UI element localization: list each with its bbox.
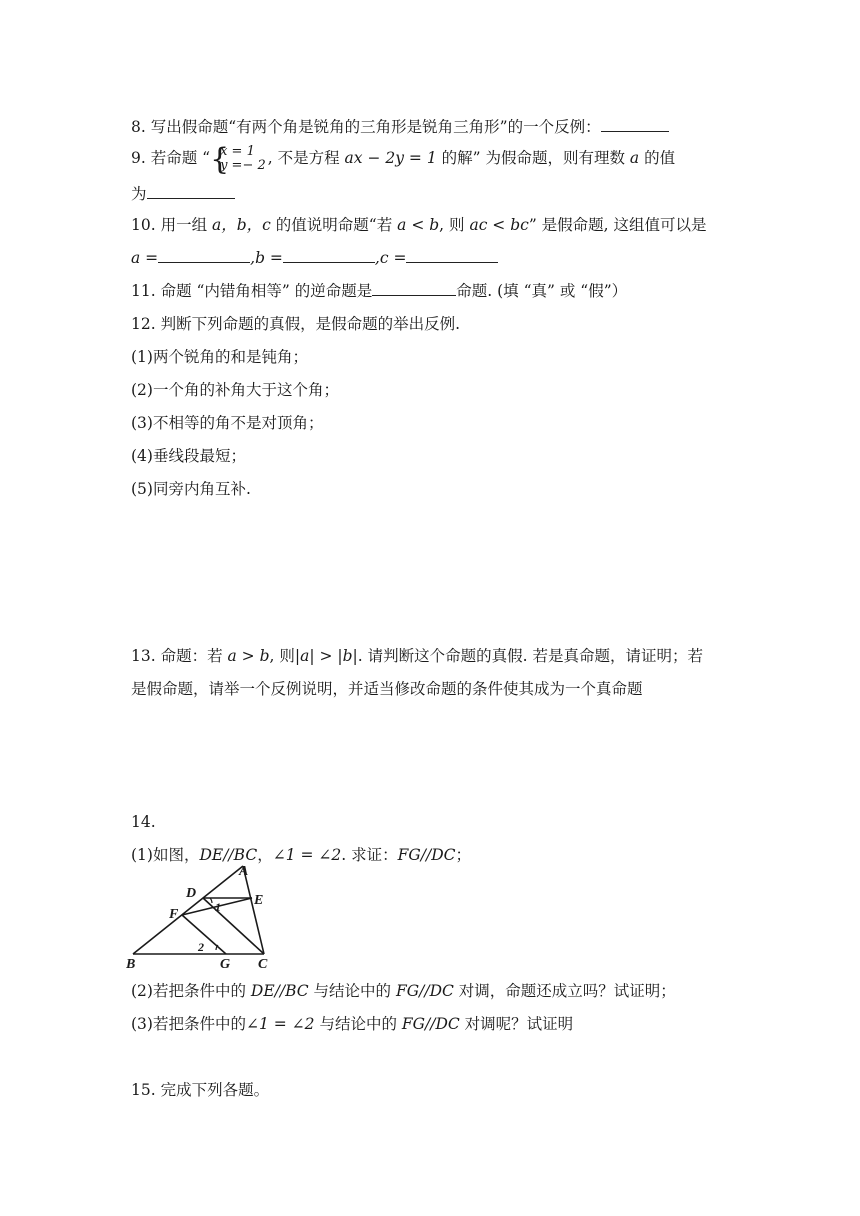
question-9-line2	[131, 184, 235, 204]
answer-blank[interactable]	[372, 281, 456, 296]
p1-text-a: (1)如图，	[131, 846, 200, 864]
a-blank[interactable]	[158, 248, 250, 263]
p1-text-d: ；	[455, 846, 472, 864]
label-angle-2: 2	[198, 940, 204, 954]
label-d: D	[186, 886, 197, 901]
p3-math-2: FG//DC	[401, 1015, 460, 1033]
p1-math-3: FG//DC	[397, 846, 456, 864]
q12-item: (5)同旁内角互补.	[131, 480, 251, 498]
b-label: ,b =	[250, 249, 283, 267]
q10-vars: a，b，c	[212, 216, 271, 234]
p3-text-c: 对调呢？试证明	[459, 1015, 574, 1033]
question-9	[131, 142, 676, 177]
p1-math-2: ∠1 = ∠2	[272, 846, 342, 864]
q13-text-b: , 则	[269, 647, 295, 665]
q9-mid: , 不是方程	[267, 149, 345, 167]
q11-text: 11. 命题 “内错角相等” 的逆命题是	[131, 282, 373, 300]
q13-condition: a > b	[227, 647, 270, 665]
variable-a: a	[629, 149, 640, 167]
b-blank[interactable]	[283, 248, 375, 263]
c-label: ,c =	[374, 249, 407, 267]
p1-math-1: DE//BC	[199, 846, 258, 864]
question-13	[131, 646, 703, 666]
q10-text: 10. 用一组	[131, 216, 213, 234]
equation-system: { x = 1 y =− 2	[210, 142, 266, 177]
p3-math-1: ∠1 = ∠2	[245, 1015, 315, 1033]
q10-conclusion: ac < bc	[469, 216, 529, 234]
p2-text-b: 与结论中的	[308, 982, 396, 1000]
q10-condition: a < b	[397, 216, 440, 234]
q9-tail: 的值	[639, 149, 676, 167]
q12-item: (2)一个角的补角大于这个角；	[131, 381, 339, 399]
question-15: 15. 完成下列各题。	[131, 1081, 270, 1099]
question-8	[131, 117, 669, 137]
question-14-part2	[131, 981, 676, 1001]
q10-mid2: , 则	[439, 216, 470, 234]
question-13-line2: 是假命题，请举一个反例说明，并适当修改命题的条件使其成为一个真命题	[131, 680, 643, 698]
label-e: E	[254, 893, 264, 908]
p1-text-b: ，	[257, 846, 273, 864]
p3-text-a: (3)若把条件中的	[131, 1015, 246, 1033]
q10-tail: ” 是假命题, 这组值可以是	[528, 216, 707, 234]
q9-prefix: 9. 若命题 “	[131, 149, 211, 167]
q9-suffix: 的解” 为假命题，则有理数	[436, 149, 630, 167]
system-eq-2: y =− 2	[220, 158, 266, 173]
answer-blank[interactable]	[601, 117, 669, 132]
p3-text-b: 与结论中的	[314, 1015, 402, 1033]
q8-text: 8. 写出假命题“有两个角是锐角的三角形是锐角三角形”的一个反例：	[131, 118, 601, 136]
question-14-part3	[131, 1014, 573, 1034]
q12-item: (1)两个锐角的和是钝角；	[131, 348, 308, 366]
segment-ac	[243, 866, 264, 954]
label-g: G	[220, 957, 231, 972]
question-10-answers	[131, 248, 498, 268]
question-12-title: 12. 判断下列命题的真假，是假命题的举出反例.	[131, 315, 461, 333]
q9-line2-text: 为	[131, 185, 147, 203]
question-10	[131, 215, 707, 235]
a-label: a =	[131, 249, 159, 267]
p2-math-2: FG//DC	[395, 982, 454, 1000]
system-eq-1: x = 1	[220, 144, 255, 159]
label-f: F	[169, 907, 179, 922]
p1-text-c: . 求证：	[341, 846, 398, 864]
equation-main: ax − 2y = 1	[344, 149, 437, 167]
question-14-number: 14.	[131, 813, 156, 831]
label-b: B	[126, 957, 136, 972]
geometry-figure	[126, 862, 276, 972]
label-a: A	[239, 864, 249, 879]
question-11	[131, 281, 627, 301]
q11-tail: 命题. (填 “真” 或 “假”）	[456, 282, 628, 300]
q12-item: (4)垂线段最短；	[131, 447, 246, 465]
p2-text-a: (2)若把条件中的	[131, 982, 251, 1000]
label-angle-1: 1	[215, 900, 221, 914]
q13-text-c: . 请判断这个命题的真假. 若是真命题，请证明；若	[357, 647, 704, 665]
p2-math-1: DE//BC	[250, 982, 309, 1000]
segment-ab	[133, 866, 243, 954]
segment-fg	[182, 915, 226, 954]
q13-text-a: 13. 命题：若	[131, 647, 228, 665]
answer-blank[interactable]	[147, 184, 235, 199]
q13-conclusion: |a| > |b|	[294, 647, 358, 665]
q10-mid: 的值说明命题“若	[270, 216, 398, 234]
q12-item: (3)不相等的角不是对顶角；	[131, 414, 324, 432]
p2-text-c: 对调，命题还成立吗？试证明；	[453, 982, 676, 1000]
c-blank[interactable]	[406, 248, 498, 263]
label-c: C	[258, 957, 268, 972]
